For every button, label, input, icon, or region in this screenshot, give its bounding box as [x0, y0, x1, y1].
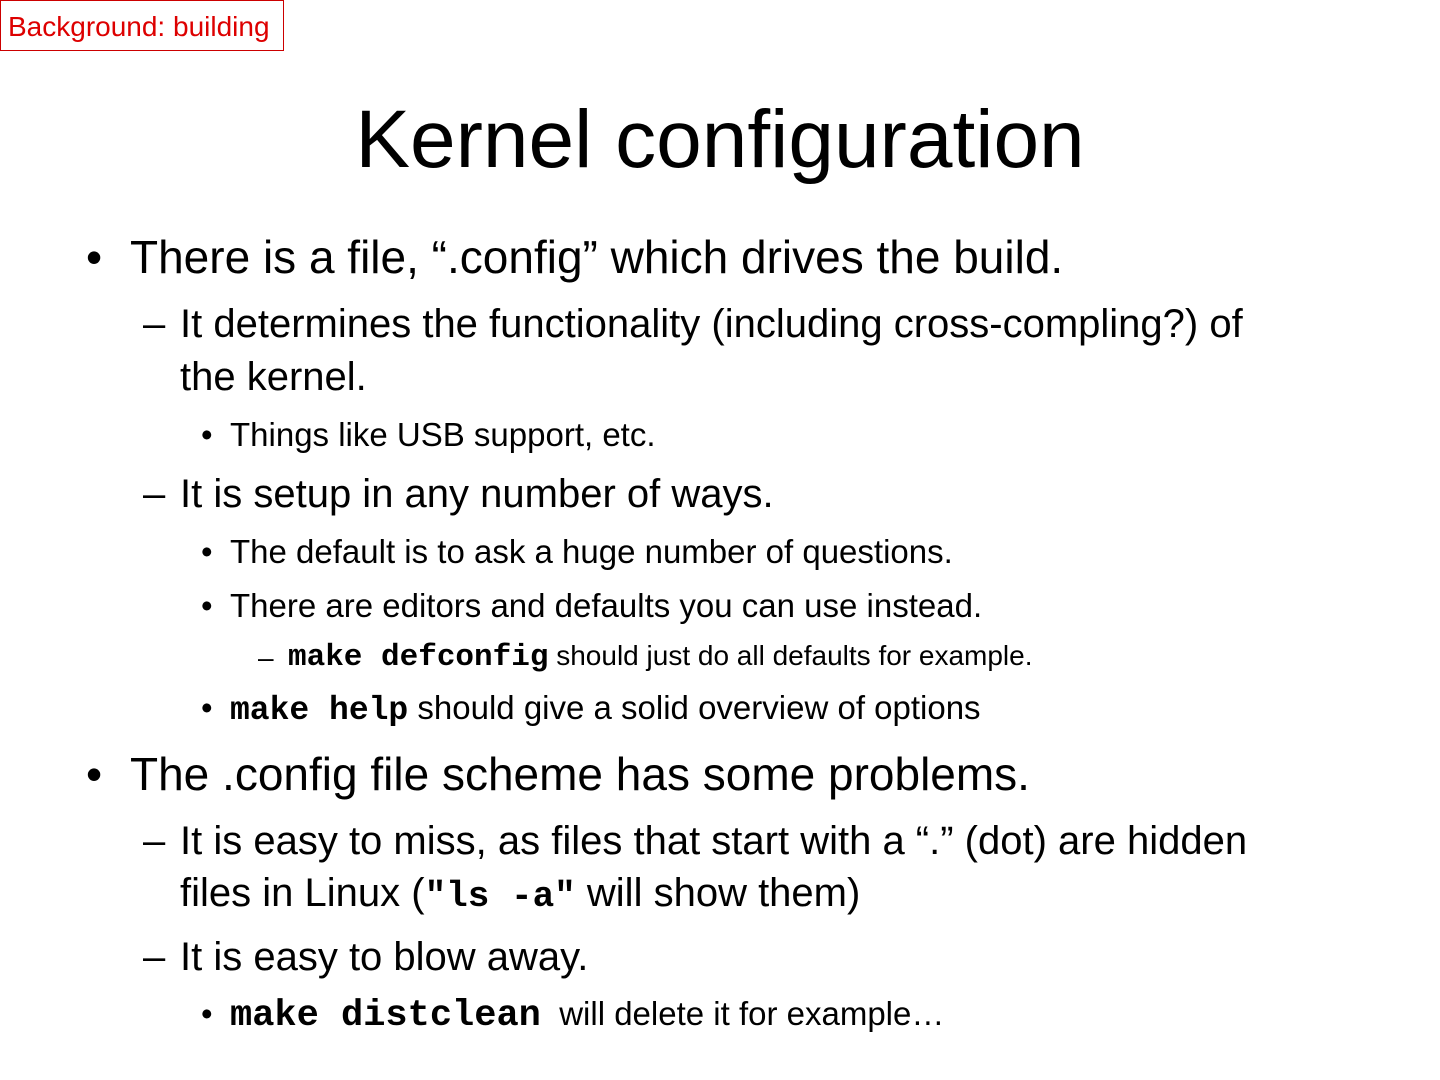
bullet-dot: •: [201, 587, 213, 624]
bullet-dot: •: [86, 231, 103, 283]
point-text: should give a solid overview of options: [408, 689, 981, 726]
slide-title: Kernel configuration: [355, 94, 1085, 185]
bullet-dash: –: [143, 302, 166, 346]
section-tag: Background: building: [0, 0, 284, 51]
bullet-1-sub-2-detail-1: [288, 640, 1033, 675]
point-text: will delete it for example…: [540, 995, 945, 1032]
bullet-dot: •: [201, 416, 213, 453]
bullet-2-sub-1-line-1: It is easy to miss, as files that start with a “.” (dot) are hidden: [180, 819, 1248, 863]
bullet-2-sub-2: It is easy to blow away.: [180, 935, 589, 979]
bullet-dot: •: [201, 995, 213, 1032]
bullet-dash: –: [143, 472, 166, 516]
bullet-1-sub-1-point-1: Things like USB support, etc.: [230, 416, 656, 453]
bullet-1-sub-2-point-1: The default is to ask a huge number of questions.: [230, 533, 953, 570]
line-pre: files in Linux (: [180, 871, 425, 915]
bullet-1-sub-2-point-2: There are editors and defaults you can use instead.: [230, 587, 983, 624]
bullet-dot: •: [201, 689, 213, 726]
bullet-dot: •: [86, 748, 103, 800]
bullet-1-sub-1-line-1: It determines the functionality (including cross-compling?) of: [180, 302, 1243, 346]
code-make-help: make help: [230, 692, 409, 729]
detail-text: should just do all defaults for example.: [548, 640, 1033, 671]
bullet-1-sub-2: It is setup in any number of ways.: [180, 472, 774, 516]
bullet-2-sub-1-line-2: [180, 871, 860, 917]
bullet-dash: –: [143, 819, 166, 863]
bullet-dot: •: [201, 533, 213, 570]
bullet-2-text: The .config file scheme has some problems.: [130, 748, 1030, 800]
bullet-1-sub-2-point-3: [230, 689, 981, 729]
bullet-dash: –: [143, 935, 166, 979]
code-make-distclean: make distclean: [230, 995, 541, 1037]
line-post: will show them): [575, 871, 861, 915]
bullet-1-text: There is a file, “.config” which drives the build.: [130, 231, 1064, 283]
bullet-2-sub-2-point-1: [230, 995, 944, 1037]
bullet-1-sub-1-line-2: the kernel.: [180, 355, 367, 399]
bullet-dash: –: [258, 642, 274, 673]
code-make-defconfig: make defconfig: [288, 640, 549, 675]
code-ls-a: "ls -a": [424, 876, 576, 917]
